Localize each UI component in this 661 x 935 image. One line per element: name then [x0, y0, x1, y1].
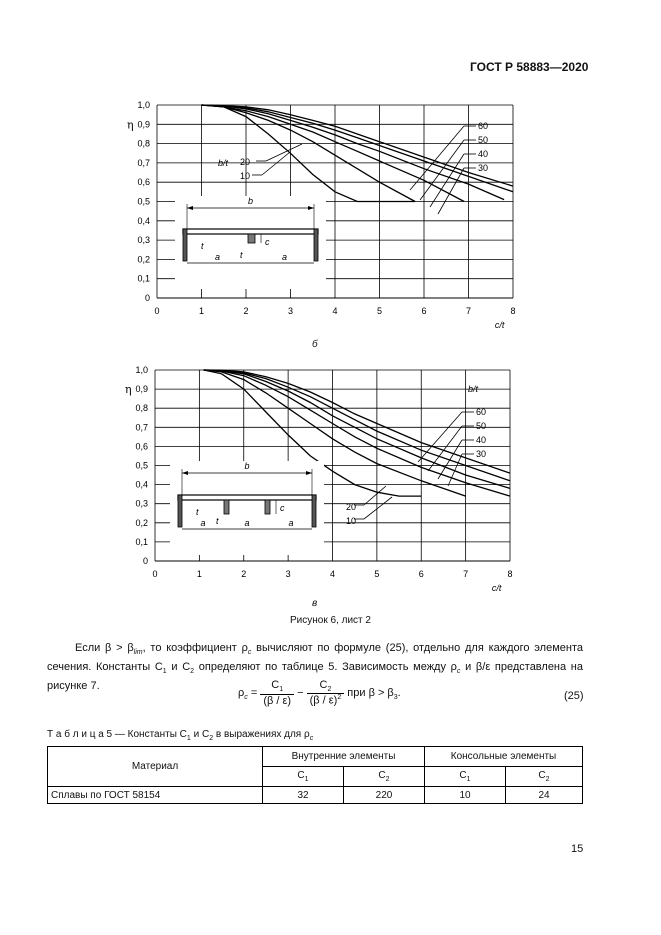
x-tick-label: 4: [332, 306, 338, 316]
para-text: Если β > β: [75, 642, 134, 654]
x-tick-label: 3: [285, 569, 291, 579]
y-tick-label: 0: [142, 556, 148, 566]
legend-leader: [262, 152, 290, 175]
y-tick-label: 0,9: [135, 384, 148, 395]
legend-leader: [364, 497, 392, 519]
x-tick-label: 5: [376, 306, 383, 316]
y-tick-label: 0,3: [135, 498, 148, 509]
para-sub: 2: [190, 668, 195, 676]
x-tick-label: 8: [510, 306, 516, 316]
x-tick-label: 7: [463, 569, 469, 579]
header-internal: Внутренние элементы: [263, 747, 425, 767]
legend-leader: [438, 440, 462, 479]
header-material: Материал: [48, 747, 263, 787]
formula-eq: =: [247, 686, 261, 699]
legend-label-small: 20: [240, 157, 251, 167]
header-con-c2: [506, 767, 583, 787]
cell-con-c1: 10: [425, 787, 506, 804]
legend-label: 30: [478, 163, 489, 173]
caption-text: и C: [190, 729, 210, 740]
x-tick-label: 6: [418, 569, 424, 579]
dimension-label-a: a: [244, 518, 250, 528]
c-sub: 1: [466, 776, 471, 783]
caption-sub: 2: [209, 735, 214, 742]
legend-label: 30: [476, 449, 487, 459]
y-tick-label: 0,3: [137, 235, 150, 246]
cell-material: Сплавы по ГОСТ 58154: [48, 787, 263, 804]
section-rib: [224, 500, 229, 514]
legend-label: 50: [478, 135, 489, 145]
c-label: C: [459, 770, 467, 781]
para-text: и β/ε представлена на рисунке 7.: [47, 661, 584, 693]
section-flange: [178, 495, 316, 500]
y-tick-label: 0: [144, 293, 150, 303]
y-tick-label: 0,4: [137, 215, 150, 226]
para-sub: 1: [162, 668, 167, 676]
formula-25: [238, 679, 401, 707]
frac-num: C: [319, 679, 328, 691]
section-rib: [265, 500, 270, 514]
y-tick-label: 0,8: [135, 403, 148, 414]
dimension-label-a: a: [281, 252, 288, 262]
x-axis-label: c/t: [491, 583, 502, 593]
x-tick-label: 7: [465, 306, 472, 316]
x-tick-label: 4: [329, 569, 336, 579]
y-tick-label: 0,1: [135, 536, 148, 547]
x-tick-label: 1: [196, 569, 202, 579]
formula-fraction-2: [307, 679, 345, 707]
caption-sub: 1: [186, 735, 191, 742]
formula-number: (25): [564, 690, 584, 702]
x-tick-label: 6: [421, 306, 427, 316]
y-tick-label: 0,5: [137, 196, 150, 207]
c-sub: 2: [385, 776, 390, 783]
c-sub: 1: [304, 776, 309, 783]
y-tick-label: 1,0: [135, 365, 148, 375]
c-label: C: [297, 770, 305, 781]
dimension-label-t2: t: [240, 250, 243, 260]
y-tick-label: 0,8: [137, 138, 150, 149]
figure-caption: Рисунок 6, лист 2: [290, 615, 371, 626]
legend-title: b/t: [218, 158, 229, 168]
dimension-label-t: t: [201, 241, 204, 251]
panel-letter-v: в: [312, 598, 318, 609]
para-text: вычисляют по формуле (25), отдельно для каждого элемента сечения. Константы C: [47, 642, 583, 674]
section-lip-left: [183, 229, 187, 261]
dimension-label-c: c: [265, 237, 270, 247]
x-tick-label: 2: [241, 569, 247, 579]
para-sub: c: [456, 668, 461, 676]
legend-label: 40: [476, 435, 487, 445]
header-int-c2: [344, 767, 425, 787]
para-sub: c: [247, 649, 252, 657]
header-con-c1: [425, 767, 506, 787]
formula-condition: при β > β: [347, 686, 394, 699]
dimension-label-b: b: [244, 461, 250, 471]
y-tick-label: 0,7: [135, 422, 148, 433]
standard-code: ГОСТ Р 58883—2020: [470, 60, 589, 74]
y-tick-label: 0,1: [137, 273, 150, 284]
x-tick-label: 5: [374, 569, 380, 579]
y-tick-label: 0,5: [135, 460, 148, 471]
legend-label: 60: [478, 121, 489, 131]
section-lip-right: [312, 495, 316, 527]
x-tick-label: 1: [198, 306, 205, 316]
y-tick-label: 0,7: [137, 157, 150, 168]
y-tick-label: 0,6: [135, 441, 148, 452]
c-label: C: [378, 770, 386, 781]
frac-den: (β / ε): [263, 694, 292, 707]
section-flange: [183, 229, 318, 234]
x-tick-label: 0: [152, 569, 158, 579]
chart-panel-v: [0, 355, 661, 600]
dimension-label-t2: t: [216, 516, 219, 526]
y-axis-label: η: [125, 383, 132, 397]
caption-text: Т а б л и ц а 5 — Константы C: [47, 729, 187, 740]
frac-num-sub: 2: [327, 686, 332, 694]
series-line-40: [202, 105, 505, 200]
para-text: и C: [166, 661, 191, 674]
section-rib: [248, 234, 255, 243]
y-tick-label: 0,6: [137, 177, 150, 188]
para-sub: lim: [133, 649, 143, 657]
table-caption: [47, 729, 313, 742]
section-lip-right: [314, 229, 318, 261]
formula-minus: −: [297, 686, 307, 699]
y-tick-label: 0,2: [135, 517, 148, 528]
legend-label-small: 20: [346, 502, 357, 512]
x-tick-label: 2: [243, 306, 249, 316]
dimension-label-c: c: [280, 503, 285, 513]
legend-title: b/t: [468, 384, 479, 394]
frac-num-sub: 1: [279, 686, 284, 694]
header-console: Консольные элементы: [425, 747, 583, 767]
para-text: определяют по таблице 5. Зависимость между ρ: [194, 661, 457, 674]
formula-condition-sub: 3: [393, 694, 398, 702]
x-tick-label: 0: [154, 306, 160, 316]
table-row: [48, 787, 583, 804]
dimension-label-a: a: [214, 252, 221, 262]
cell-con-c2: 24: [506, 787, 583, 804]
dimension-label-a: a: [288, 518, 294, 528]
frac-den: (β / ε): [309, 694, 338, 707]
cell-int-c2: 220: [344, 787, 425, 804]
legend-label-small: 10: [346, 516, 357, 526]
caption-sub: c: [309, 735, 314, 742]
y-tick-label: 0,4: [135, 479, 148, 490]
dimension-label-t: t: [196, 507, 199, 517]
legend-label: 60: [476, 407, 487, 417]
y-tick-label: 1,0: [137, 100, 150, 110]
x-tick-label: 8: [507, 569, 513, 579]
dimension-label-a: a: [200, 518, 206, 528]
section-background: [170, 461, 324, 555]
formula-condition-end: .: [397, 686, 401, 699]
frac-den-sup: 2: [337, 694, 342, 702]
x-axis-label: c/t: [494, 320, 505, 330]
section-lip-left: [178, 495, 182, 527]
formula-fraction-1: [260, 679, 294, 706]
legend-label-small: 10: [240, 171, 251, 181]
c-sub: 2: [545, 776, 550, 783]
y-tick-label: 0,2: [137, 254, 150, 265]
y-tick-label: 0,9: [137, 119, 150, 130]
legend-label: 50: [476, 421, 487, 431]
c-label: C: [538, 770, 546, 781]
constants-table: [47, 746, 583, 804]
header-int-c1: [263, 767, 344, 787]
y-axis-label: η: [127, 118, 134, 132]
legend-label: 40: [478, 149, 489, 159]
para-text: , то коэффициент ρ: [142, 642, 248, 654]
dimension-label-b: b: [247, 196, 254, 206]
x-tick-label: 3: [287, 306, 294, 316]
formula-lhs-sub: c: [244, 694, 248, 702]
caption-text: в выражениях для ρ: [213, 729, 310, 740]
panel-letter-b: б: [312, 339, 318, 350]
chart-panel-b: [0, 90, 661, 352]
formula-lhs: ρ: [238, 686, 245, 699]
frac-num: C: [271, 679, 280, 692]
cell-int-c1: 32: [263, 787, 344, 804]
page-number: 15: [571, 843, 584, 855]
